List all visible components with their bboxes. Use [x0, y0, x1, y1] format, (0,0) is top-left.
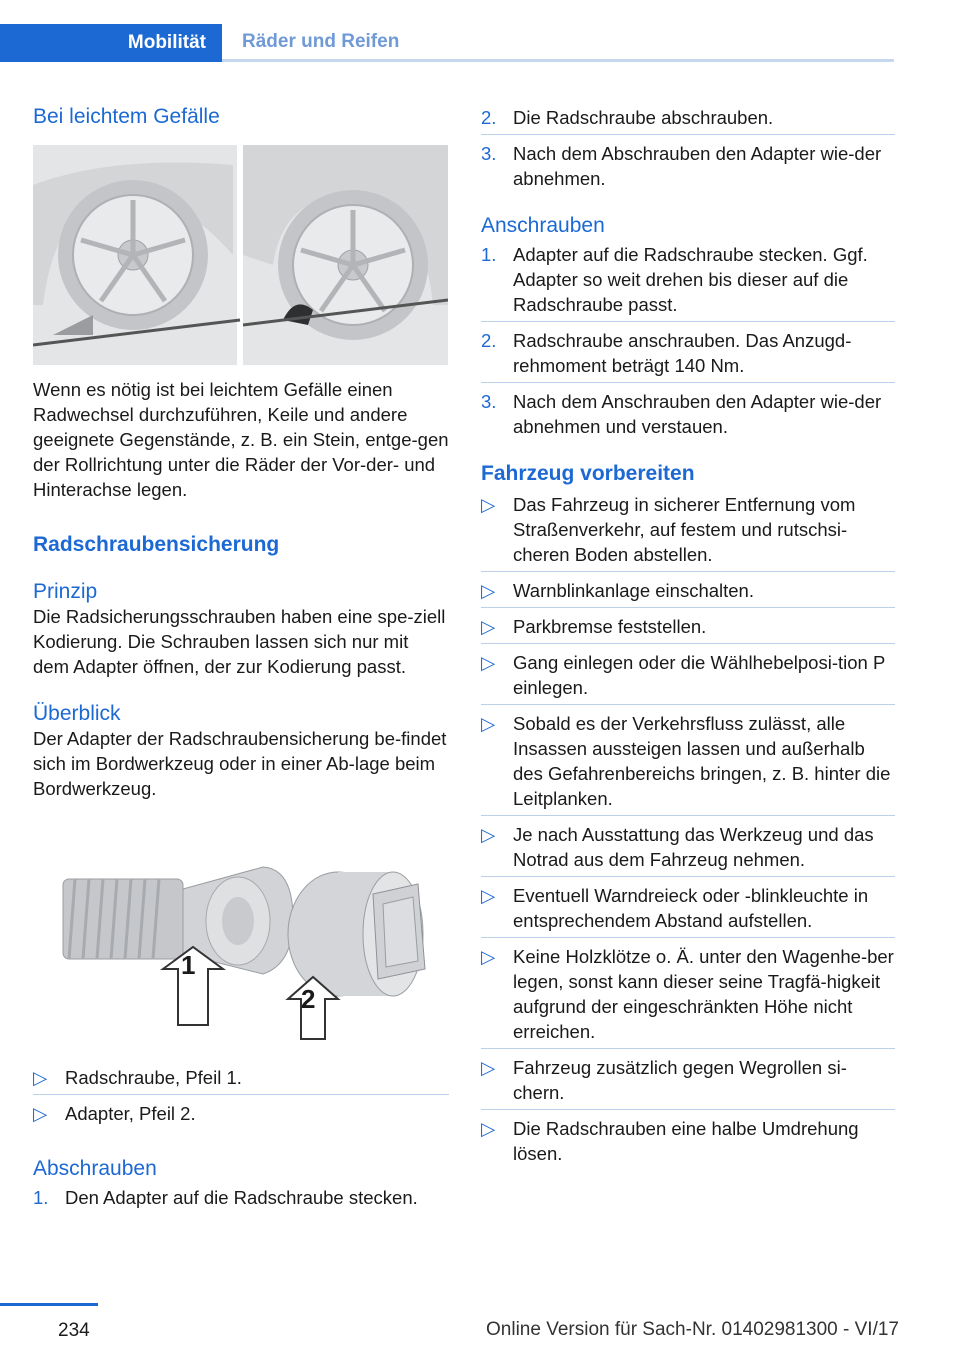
online-version-note: Online Version für Sach-Nr. 01402981300 - VI/17 — [486, 1319, 899, 1340]
heading-prinzip: Prinzip — [33, 580, 98, 603]
lock-bolt-adapter-illustration — [33, 839, 448, 1047]
list-item-text: Eventuell Warndreieck oder -blinkleuchte in entsprechendem Abstand aufstellen. — [513, 885, 869, 931]
step-number: 1. — [33, 1187, 49, 1208]
paragraph-gefaelle: Wenn es nötig ist bei leichtem Gefälle einen Radwechsel durchzuführen, Keile und andere geeignete Gegenstände, z. B. ein Stein, entge-gen der Rollrichtung unter die Räder der Vor-der- und Hinterachse legen. — [33, 379, 449, 500]
page-number: 234 — [58, 1320, 90, 1341]
list-item — [481, 650, 895, 705]
list-item-text: Je nach Ausstattung das Werkzeug und das Notrad aus dem Fahrzeug nehmen. — [513, 824, 874, 870]
list-item-text: Warnblinkanlage einschalten. — [513, 580, 754, 601]
list-item-text: Gang einlegen oder die Wählhebelposi-tion P einlegen. — [513, 652, 885, 698]
step-number: 1. — [481, 244, 497, 265]
step-number: 2. — [481, 330, 497, 351]
triangle-bullet-icon: ▷ — [481, 652, 496, 673]
list-item — [481, 711, 895, 816]
vorbereiten-list — [481, 492, 895, 1166]
list-item — [481, 822, 895, 877]
list-item — [481, 578, 895, 608]
list-item-text: Den Adapter auf die Radschraube stecken. — [65, 1187, 418, 1208]
section-tab-raeder-und-reifen: Räder und Reifen — [222, 24, 894, 62]
list-item-text: Die Radschrauben eine halbe Umdrehung lösen. — [513, 1118, 859, 1164]
list-item-text: Adapter, Pfeil 2. — [65, 1103, 196, 1124]
heading-fahrzeug-vorbereiten: Fahrzeug vorbereiten — [481, 462, 695, 485]
list-item — [481, 492, 895, 572]
list-item-text: Radschraube, Pfeil 1. — [65, 1067, 242, 1088]
heading-gefaelle: Bei leichtem Gefälle — [33, 105, 220, 128]
triangle-bullet-icon: ▷ — [33, 1103, 48, 1124]
anschrauben-list — [481, 242, 895, 439]
heading-ueberblick: Überblick — [33, 702, 121, 725]
list-item — [481, 242, 895, 322]
wheel-chocks-drawing — [33, 145, 448, 365]
list-item — [33, 1185, 449, 1210]
list-item — [33, 1101, 449, 1126]
abschrauben-list — [33, 1185, 449, 1210]
list-item-text: Fahrzeug zusätzlich gegen Wegrollen si-chern. — [513, 1057, 847, 1103]
parts-list — [33, 1065, 449, 1126]
triangle-bullet-icon: ▷ — [33, 1067, 48, 1088]
triangle-bullet-icon: ▷ — [481, 616, 496, 637]
section-tab-mobilitaet: Mobilität — [0, 24, 222, 62]
list-item — [481, 1055, 895, 1110]
abschrauben-list-continued — [481, 105, 895, 191]
triangle-bullet-icon: ▷ — [481, 580, 496, 601]
step-number: 2. — [481, 107, 497, 128]
triangle-bullet-icon: ▷ — [481, 946, 496, 967]
list-item-text: Sobald es der Verkehrsfluss zulässt, alle Insassen aussteigen lassen und außerhalb des Gefahrenbereichs bringen, z. B. hinter die Leitplanken. — [513, 713, 891, 809]
list-item-text: Keine Holzklötze o. Ä. unter den Wagenhe-ber legen, sonst kann dieser seine Tragfä-higkeit aufgrund der eingeschränkten Höhe nicht erreichen. — [513, 946, 894, 1042]
list-item — [481, 1116, 895, 1166]
right-column — [481, 100, 895, 1172]
lock-bolt-adapter-drawing — [33, 839, 448, 1047]
triangle-bullet-icon: ▷ — [481, 1118, 496, 1139]
step-number: 3. — [481, 143, 497, 164]
list-item-text: Nach dem Abschrauben den Adapter wie-der abnehmen. — [513, 143, 882, 189]
triangle-bullet-icon: ▷ — [481, 885, 496, 906]
wheel-chocks-illustration — [33, 145, 448, 365]
list-item — [481, 944, 895, 1049]
paragraph-ueberblick: Der Adapter der Radschraubensicherung be-findet sich im Bordwerkzeug oder in einer Ab-lage beim Bordwerkzeug. — [33, 728, 447, 799]
heading-radschraubensicherung: Radschraubensicherung — [33, 533, 280, 556]
list-item-text: Parkbremse feststellen. — [513, 616, 707, 637]
left-column — [33, 100, 449, 1216]
list-item — [481, 141, 895, 191]
list-item-text: Nach dem Anschrauben den Adapter wie-der abnehmen und verstauen. — [513, 391, 882, 437]
list-item-text: Das Fahrzeug in sicherer Entfernung vom Straßenverkehr, auf festem und rutschsi-cheren Boden abstellen. — [513, 494, 856, 565]
list-item — [481, 389, 895, 439]
list-item — [33, 1065, 449, 1095]
list-item — [481, 328, 895, 383]
list-item — [481, 614, 895, 644]
list-item-text: Die Radschraube abschrauben. — [513, 107, 774, 128]
triangle-bullet-icon: ▷ — [481, 1057, 496, 1078]
triangle-bullet-icon: ▷ — [481, 494, 496, 515]
footer-rule — [0, 1303, 98, 1306]
heading-abschrauben: Abschrauben — [33, 1157, 157, 1180]
triangle-bullet-icon: ▷ — [481, 824, 496, 845]
figure-label-1: 1 — [181, 950, 196, 980]
list-item — [481, 883, 895, 938]
page-header — [0, 0, 960, 64]
list-item — [481, 105, 895, 135]
list-item-text: Radschraube anschrauben. Das Anzugd-rehmoment beträgt 140 Nm. — [513, 330, 852, 376]
list-item-text: Adapter auf die Radschraube stecken. Ggf. Adapter so weit drehen bis dieser auf die Radschraube passt. — [513, 244, 868, 315]
triangle-bullet-icon: ▷ — [481, 713, 496, 734]
step-number: 3. — [481, 391, 497, 412]
figure-label-2: 2 — [301, 984, 316, 1014]
heading-anschrauben: Anschrauben — [481, 214, 605, 237]
paragraph-prinzip: Die Radsicherungsschrauben haben eine spe-ziell Kodierung. Die Schrauben lassen sich nur mit dem Adapter öffnen, der zur Kodierung passt. — [33, 606, 446, 677]
